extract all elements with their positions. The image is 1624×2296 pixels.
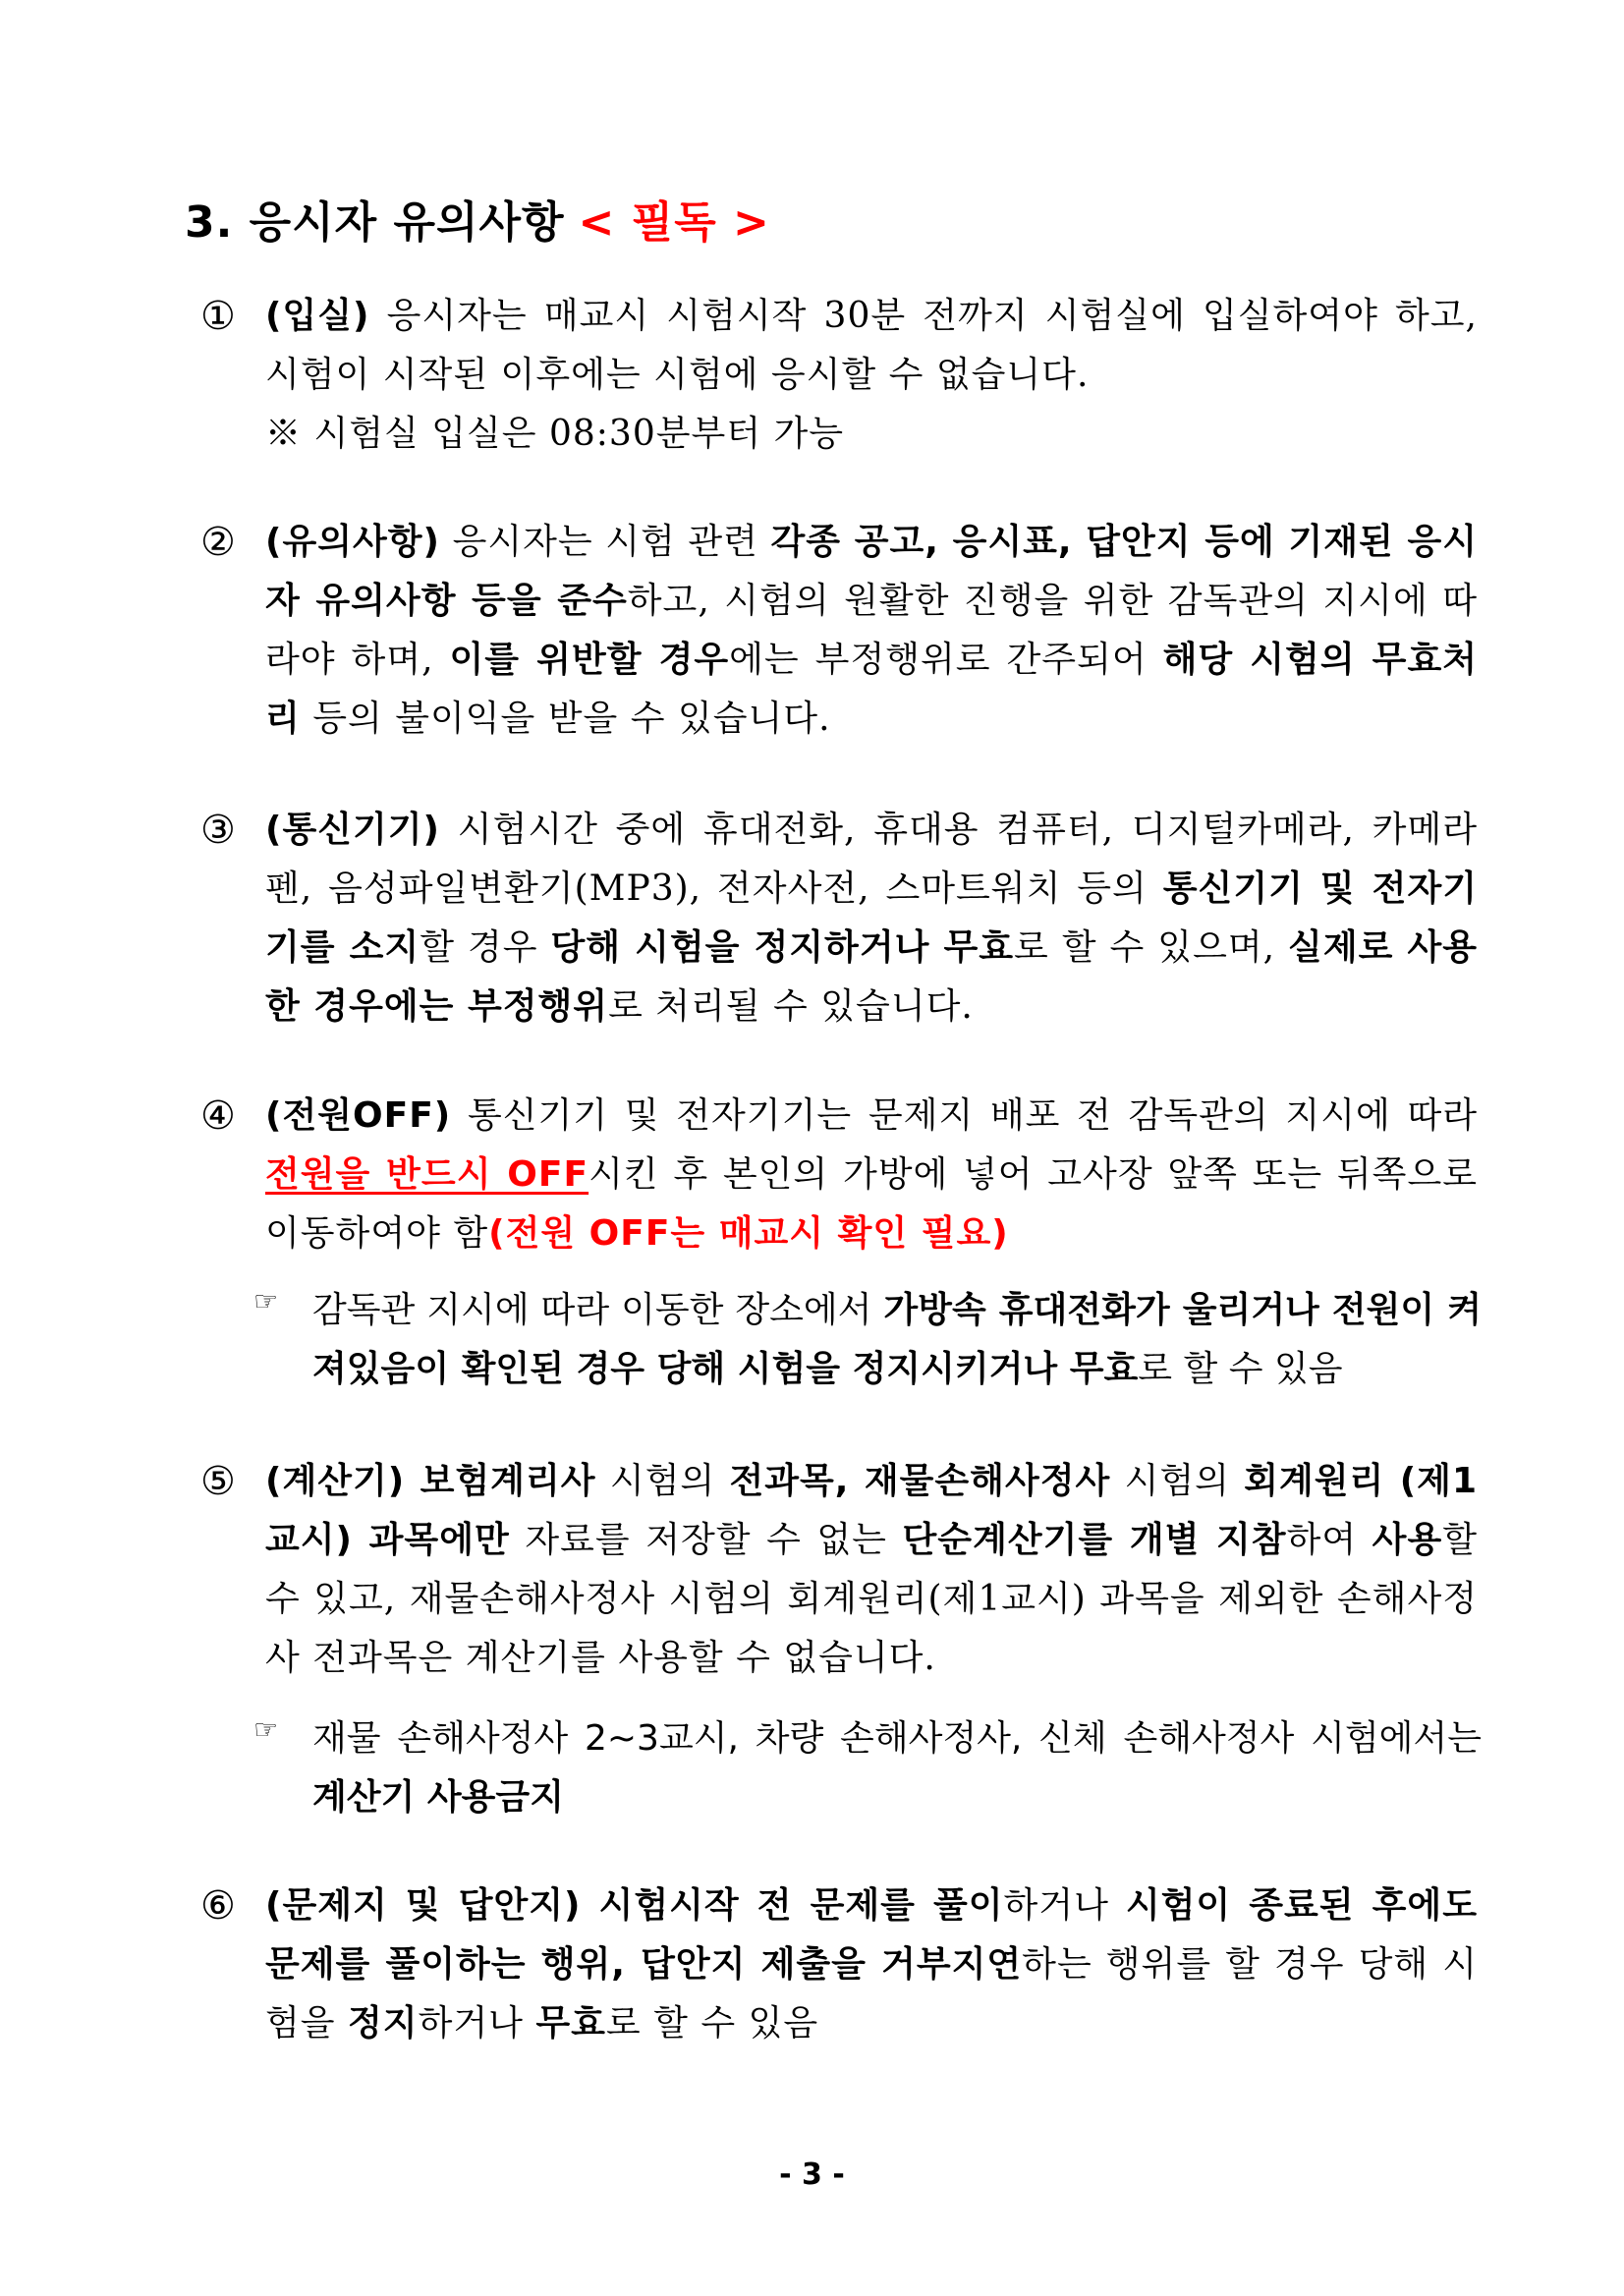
body-text: 자료를 저장할 수 없는 [509,1520,903,1560]
item-4-note [253,1281,1482,1399]
emphasis-text: 사용 [1372,1520,1443,1560]
item-subnote: ※ 시험실 입실은 08:30분부터 가능 [265,414,845,454]
body-text: 하고, 시험의 원활한 진행을 위한 감독관의 지시에 따라야 하며, [265,581,1479,680]
section-title-text: 3. 응시자 유의사항 [185,197,565,248]
item-number: ③ [200,808,236,853]
emphasis-text: 실제로 사용한 경우에는 부정행위 [265,927,1478,1027]
emphasis-text: 정지 [348,2003,419,2044]
body-text: 시험시간 중에 휴대전화, 휴대용 컴퓨터, 디지털카메라, 카메라펜, 음성파일변환기(MP3), 전자사전, 스마트워치 등의 [265,810,1478,909]
body-text: 에는 부정행위로 간주되어 [729,640,1163,680]
emphasis-text: 가방속 휴대전화가 울리거나 전원이 켜져있음이 확인된 경우 당해 시험을 정지시키거나 무효 [312,1290,1482,1389]
item-body [265,801,1478,1036]
item-body [265,513,1478,749]
emphasis-text: (입실) [265,296,370,336]
notice-item-6 [200,1876,1478,2053]
emphasis-text: 시험이 종료된 후에도 문제를 풀이하는 행위, 답안지 제출을 거부지연 [265,1885,1478,1985]
item-body [265,1452,1478,1688]
emphasis-text: 통신기기 및 전자기기를 소지 [265,868,1478,968]
item-5-note [253,1709,1482,1827]
emphasis-text: 각종 공고, 응시표, 답안지 등에 기재된 응시자 유의사항 등을 준수 [265,522,1478,621]
body-text: 시험의 [1110,1461,1245,1501]
notice-item-2 [200,513,1478,749]
pointing-hand-icon: ☞ [253,1713,279,1746]
note-text [312,1709,1482,1827]
emphasis-text: 해당 시험의 무효처리 [265,640,1479,739]
emphasis-text: 계산기 사용금지 [312,1777,564,1818]
emphasis-text: 당해 시험을 정지하거나 무효 [550,927,1015,968]
notice-item-4 [200,1087,1478,1263]
emphasis-text: (계산기) 보험계리사 [265,1461,596,1501]
body-text: 하여 [1286,1520,1372,1560]
body-text: 시험의 [595,1461,730,1501]
item-number: ② [200,520,236,565]
emphasis-text: 무효 [535,2003,606,2044]
emphasis-text: (문제지 및 답안지) 시험시작 전 문제를 풀이 [265,1885,1004,1926]
body-text: 하는 행위를 할 경우 당해 시험을 [265,1944,1478,2044]
emphasis-text: (전원 OFF는 매교시 확인 필요) [488,1213,1009,1254]
body-text: 로 처리될 수 있습니다. [608,986,974,1027]
item-body [265,287,1478,405]
emphasis-text: 회계원리 (제1교시) 과목에만 [265,1461,1478,1560]
emphasis-text: 전과목, 재물손해사정사 [729,1461,1111,1501]
emphasis-text: (유의사항) [265,522,441,562]
notice-item-5 [200,1452,1478,1688]
body-text: 시킨 후 본인의 가방에 넣어 고사장 앞쪽 또는 뒤쪽으로 이동하여야 함 [265,1154,1479,1254]
notice-item-1 [200,287,1478,464]
body-text: 하거나 [1003,1885,1126,1926]
page-number: - 3 - [779,2157,845,2192]
item-number: ⑥ [200,1883,236,1929]
item-number: ⑤ [200,1459,236,1504]
pointing-hand-icon: ☞ [253,1285,279,1317]
body-text: 하거나 [418,2003,536,2044]
body-text: 할 경우 [420,927,551,968]
section-title [185,187,770,250]
body-text: 재물 손해사정사 2~3교시, 차량 손해사정사, 신체 손해사정사 시험에서는 [312,1718,1482,1759]
body-text: 응시자는 시험 관련 [440,522,771,562]
emphasis-text: 이를 위반할 경우 [449,640,730,680]
body-text: 할 수 있고, 재물손해사정사 시험의 회계원리(제1교시) 과목을 제외한 손해사정사 전과목은 계산기를 사용할 수 없습니다. [265,1520,1479,1678]
item-body [265,1087,1478,1263]
item-number: ④ [200,1093,236,1139]
body-text: 감독관 지시에 따라 이동한 장소에서 [312,1290,884,1330]
must-read-badge: < 필독 > [578,197,770,248]
item-number: ① [200,294,236,339]
item-body [265,1876,1478,2053]
emphasis-text: 단순계산기를 개별 지참 [902,1520,1287,1560]
note-text [312,1281,1482,1399]
emphasis-text: (전원OFF) [265,1095,452,1136]
body-text: 통신기기 및 전자기기는 문제지 배포 전 감독관의 지시에 따라 [451,1095,1478,1136]
body-text: 등의 불이익을 받을 수 있습니다. [300,699,831,739]
body-text: 응시자는 매교시 시험시작 30분 전까지 시험실에 입실하여야 하고, 시험이 시작된 이후에는 시험에 응시할 수 없습니다. [265,296,1478,395]
emphasis-text: (통신기기) [265,810,441,850]
emphasis-text: 전원을 반드시 OFF [265,1154,589,1195]
body-text: 로 할 수 있음 [1138,1349,1343,1389]
notice-item-3 [200,801,1478,1036]
body-text: 로 할 수 있음 [605,2003,819,2044]
body-text: 로 할 수 있으며, [1014,927,1289,968]
